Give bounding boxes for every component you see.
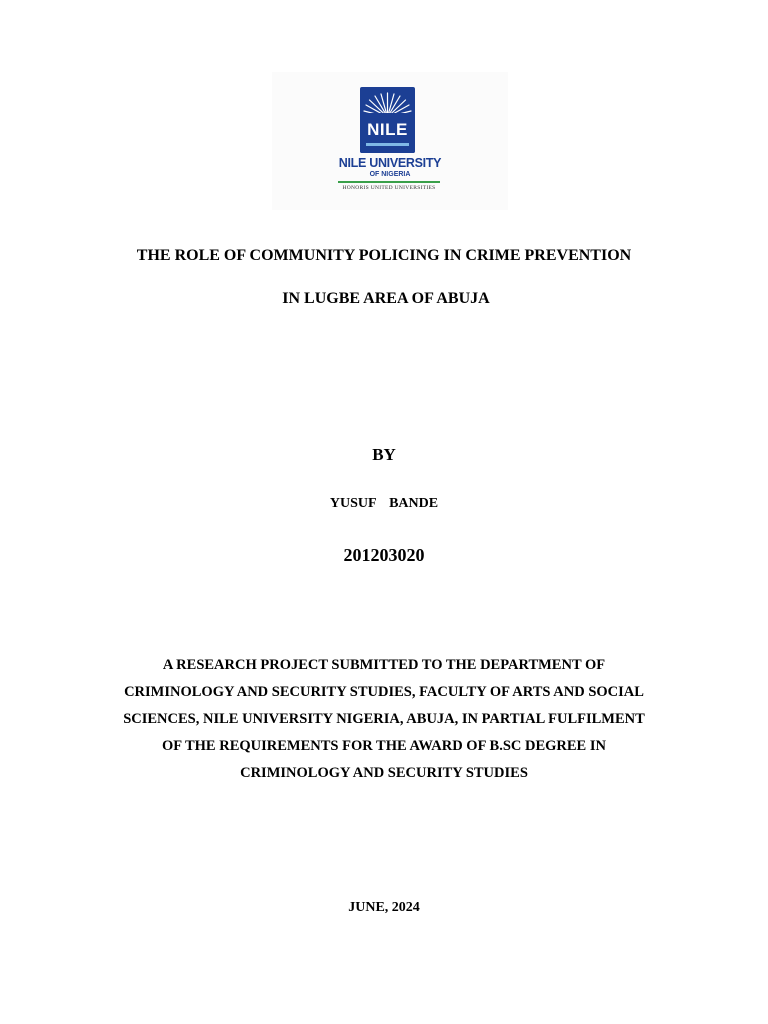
university-logo: [272, 72, 508, 210]
logo-tagline: HONORIS UNITED UNIVERSITIES: [342, 185, 436, 191]
submission-date: JUNE, 2024: [348, 900, 420, 915]
submission-statement-line: SCIENCES, NILE UNIVERSITY NIGERIA, ABUJA, IN PARTIAL FULFILMENT: [123, 711, 645, 727]
submission-statement-line: A RESEARCH PROJECT SUBMITTED TO THE DEPARTMENT OF: [162, 657, 606, 673]
submission-statement-line: CRIMINOLOGY AND SECURITY STUDIES: [240, 765, 528, 781]
logo-university-name: NILE UNIVERSITY: [338, 156, 442, 170]
logo-emblem: [360, 87, 415, 153]
registration-number: 201203020: [343, 545, 425, 565]
thesis-title-line-1: THE ROLE OF COMMUNITY POLICING IN CRIME PREVENTION: [136, 247, 632, 264]
logo-wordmark: NILE: [367, 120, 408, 139]
submission-statement-line: CRIMINOLOGY AND SECURITY STUDIES, FACULTY OF ARTS AND SOCIAL: [124, 684, 644, 700]
thesis-title-line-2: IN LUGBE AREA OF ABUJA: [282, 290, 490, 307]
logo-university-subname: OF NIGERIA: [369, 171, 411, 178]
logo-divider: [338, 181, 440, 183]
author-name: YUSUF BANDE: [329, 496, 439, 511]
by-label: BY: [372, 445, 396, 464]
submission-statement-line: OF THE REQUIREMENTS FOR THE AWARD OF B.SC DEGREE IN: [162, 738, 606, 754]
